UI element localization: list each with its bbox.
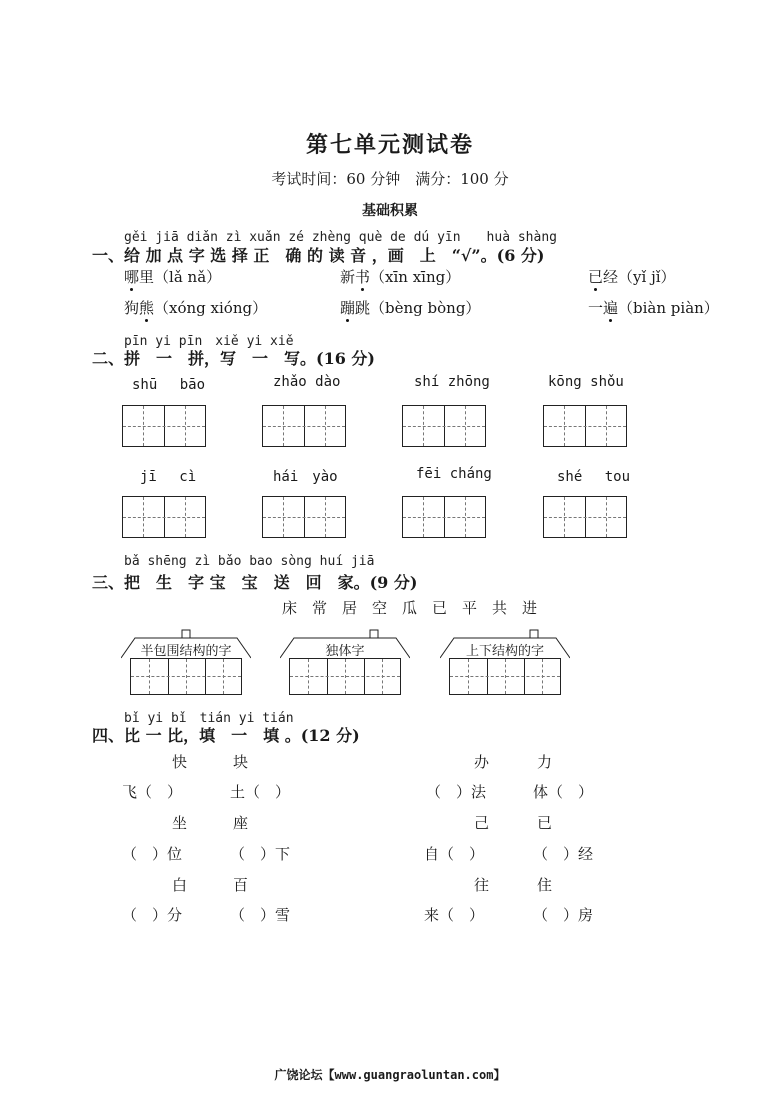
q2-writing-box-4[interactable] [543, 405, 627, 447]
q1-item-5-options: （bèng bòng） [370, 299, 481, 317]
page-title: 第七单元测试卷 [305, 132, 474, 158]
q1-item-3-char: 经 [603, 268, 619, 286]
q4-pair-4-fill-b[interactable]: （ ）经 [533, 845, 594, 863]
q4-pair-1-fill-a[interactable]: 飞（ ） [122, 783, 183, 801]
q4-pair-4-char-b: 已 [537, 814, 553, 832]
q1-item-1 [124, 266, 221, 287]
q4-pair-6-char-b: 住 [537, 876, 553, 894]
q2-word-7-pinyin: fēi cháng [416, 466, 492, 482]
q4-pair-3-fill-a[interactable]: （ ）位 [122, 845, 183, 863]
q1-item-1-dotted-char: 哪 [124, 268, 140, 286]
q4-pair-1-char-a: 快 [172, 753, 188, 771]
q1-item-5 [340, 297, 480, 318]
q3-house-2 [280, 628, 410, 698]
q4-pair-1-char-b: 块 [233, 753, 249, 771]
q1-item-5-dotted-char: 蹦 [340, 299, 356, 317]
q4-pair-1-fill-b[interactable]: 土（ ） [230, 783, 291, 801]
q3-house-3 [440, 628, 570, 698]
q1-item-3-dotted-char: 已 [588, 268, 604, 286]
q2-word-6-pinyin: hái yào [273, 469, 338, 485]
q2-heading: 二、拼 一 拼，写 一 写。(16 分) [92, 349, 375, 368]
q2-word-8-pinyin: shé tou [557, 469, 631, 485]
section-title: 基础积累 [362, 203, 418, 219]
q1-heading: 一、给 加 点 字 选 择 正 确 的 读 音 ，画 上 “√”。(6 分) [92, 246, 545, 265]
q1-item-2-options: （xīn xīng） [370, 268, 461, 286]
q3-pinyin: bǎ shēng zì bǎo bao sòng huí jiā [124, 554, 375, 569]
exam-info: 考试时间：60 分钟 满分：100 分 [271, 170, 509, 188]
q3-house-1-label: 半包围结构的字 [140, 644, 232, 659]
q4-pair-6-char-a: 往 [474, 876, 490, 894]
q2-word-2-pinyin: zhǎo dào [273, 374, 341, 390]
q1-item-4 [124, 297, 267, 318]
q1-item-2-char: 新 [340, 268, 356, 286]
q3-house-1 [121, 628, 251, 698]
q2-word-3-pinyin: shí zhōng [414, 374, 490, 390]
q1-item-4-options: （xóng xióng） [154, 299, 268, 317]
q3-house-3-label: 上下结构的字 [465, 644, 544, 659]
q4-pair-6-fill-b[interactable]: （ ）房 [533, 906, 594, 924]
q3-house-2-cells[interactable] [289, 658, 401, 695]
q4-pair-2-fill-a[interactable]: （ ）法 [426, 783, 487, 801]
footer-source: 广饶论坛【www.guangraoluntan.com】 [274, 1068, 506, 1082]
q1-item-4-dotted-char: 熊 [139, 299, 155, 317]
q4-pair-3-fill-b[interactable]: （ ）下 [230, 845, 291, 863]
q4-pair-2-char-a: 办 [474, 753, 490, 771]
q2-writing-box-7[interactable] [402, 496, 486, 538]
q3-character-list: 床 常 居 空 瓜 已 平 共 进 [282, 599, 538, 617]
q3-house-3-cells[interactable] [449, 658, 561, 695]
q1-item-4-char: 狗 [124, 299, 140, 317]
q2-writing-box-6[interactable] [262, 496, 346, 538]
q1-item-3-options: （yǐ jǐ） [618, 268, 676, 286]
q1-item-6-dotted-char: 遍 [603, 299, 619, 317]
q3-house-1-cells[interactable] [130, 658, 242, 695]
q3-house-2-label: 独体字 [325, 644, 365, 659]
q3-heading: 三、把 生 字 宝 宝 送 回 家。(9 分) [92, 573, 418, 592]
q4-pair-4-char-a: 己 [474, 814, 490, 832]
q2-writing-box-8[interactable] [543, 496, 627, 538]
q2-word-5-pinyin: jī cì [140, 469, 197, 485]
q4-pair-2-char-b: 力 [537, 753, 553, 771]
q1-item-3 [588, 266, 676, 287]
q1-item-6 [588, 297, 719, 318]
q2-word-4-pinyin: kōng shǒu [548, 374, 624, 390]
q1-item-1-options: （lǎ nǎ） [154, 268, 222, 286]
q2-writing-box-3[interactable] [402, 405, 486, 447]
q4-pair-5-fill-a[interactable]: （ ）分 [122, 906, 183, 924]
q2-writing-box-1[interactable] [122, 405, 206, 447]
q4-pair-2-fill-b[interactable]: 体（ ） [533, 783, 594, 801]
q1-item-6-options: （biàn piàn） [618, 299, 719, 317]
q2-word-1-pinyin: shū bāo [132, 377, 206, 393]
q1-item-2 [340, 266, 460, 287]
q2-writing-box-2[interactable] [262, 405, 346, 447]
q4-pair-5-char-a: 白 [172, 876, 188, 894]
q4-pinyin: bǐ yi bǐ tián yi tián [124, 711, 294, 726]
q2-writing-box-5[interactable] [122, 496, 206, 538]
q4-pair-5-fill-b[interactable]: （ ）雪 [230, 906, 291, 924]
q4-pair-5-char-b: 百 [233, 876, 249, 894]
q1-pinyin: gěi jiā diǎn zì xuǎn zé zhèng què de dú yīn huà shàng [124, 230, 557, 245]
q2-pinyin: pīn yi pīn xiě yi xiě [124, 334, 294, 349]
q4-pair-4-fill-a[interactable]: 自（ ） [424, 845, 485, 863]
q1-item-2-dotted-char: 书 [355, 268, 371, 286]
q1-item-1-char: 里 [139, 268, 155, 286]
q4-heading: 四、比 一 比，填 一 填 。(12 分) [92, 726, 360, 745]
q4-pair-3-char-a: 坐 [172, 814, 188, 832]
q1-item-5-char: 跳 [355, 299, 371, 317]
q4-pair-6-fill-a[interactable]: 来（ ） [424, 906, 485, 924]
q1-item-6-char: 一 [588, 299, 604, 317]
q4-pair-3-char-b: 座 [233, 814, 249, 832]
